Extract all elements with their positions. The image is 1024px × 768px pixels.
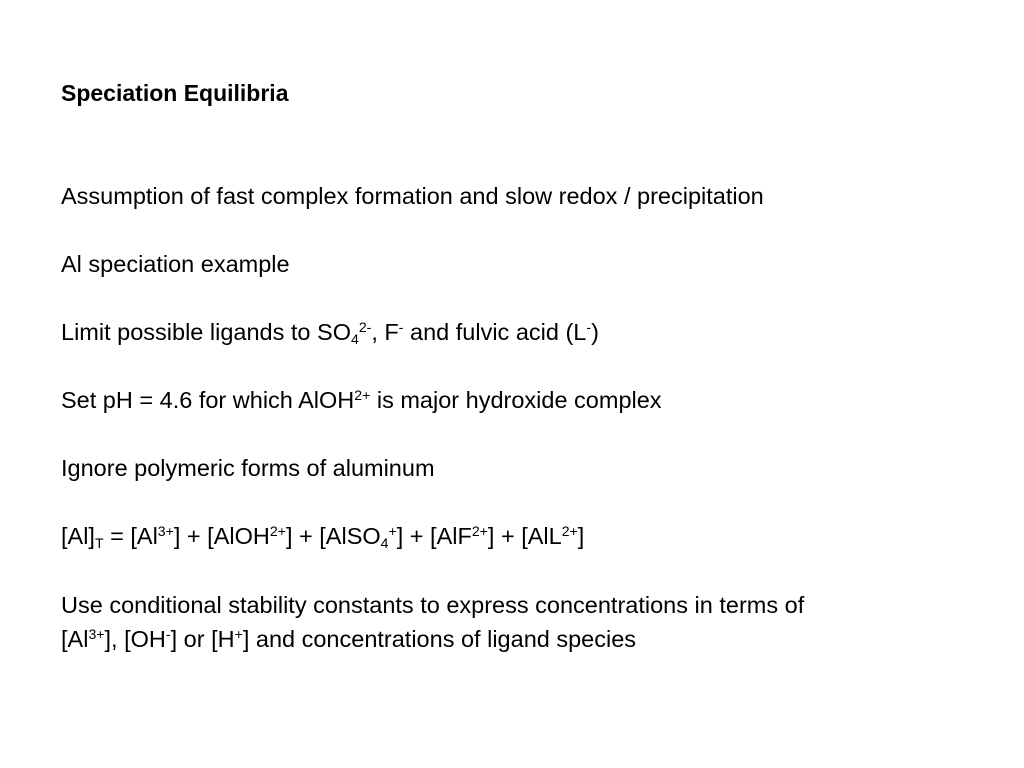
- ligands-l-charge: -: [586, 318, 592, 335]
- mb-alf-charge: 2+: [471, 522, 488, 539]
- bullet-polymeric: Ignore polymeric forms of aluminum: [61, 455, 435, 481]
- ph-aloh-charge: 2+: [354, 386, 371, 403]
- slide-title: Speciation Equilibria: [61, 80, 289, 106]
- bullet-assumption: Assumption of fast complex formation and slow redox / precipitation: [61, 183, 764, 209]
- mb-al: = [Al: [103, 523, 158, 549]
- ligands-prefix: Limit possible ligands to SO: [61, 319, 351, 345]
- ligands-middle: and fulvic acid (L: [403, 319, 587, 345]
- mb-aloh-charge: 2+: [269, 522, 286, 539]
- ph-suffix: is major hydroxide complex: [370, 387, 662, 413]
- bullet-ph: [61, 385, 662, 415]
- bullet-conditional-line-2: [61, 624, 636, 654]
- cond-end: ] and concentrations of ligand species: [242, 626, 637, 652]
- mb-close: ]: [577, 523, 585, 549]
- cond-al-charge: 3+: [88, 625, 105, 642]
- ligands-separator: , F: [371, 319, 399, 345]
- bullet-conditional-line-1: Use conditional stability constants to express concentrations in terms of: [61, 592, 805, 618]
- ligands-so4-subscript: 4: [350, 331, 359, 348]
- mb-all-charge: 2+: [561, 522, 578, 539]
- bullet-ligands: [61, 317, 599, 347]
- mb-total-subscript: T: [94, 535, 104, 552]
- mb-alf: ] + [AlF: [396, 523, 472, 549]
- cond-oh: ], [OH: [104, 626, 166, 652]
- mb-also4: ] + [AlSO: [285, 523, 381, 549]
- mb-also4-subscript: 4: [380, 535, 389, 552]
- bullet-al-speciation-example: Al speciation example: [61, 251, 290, 277]
- mass-balance-equation: [61, 521, 584, 551]
- mb-all: ] + [AlL: [487, 523, 562, 549]
- ligands-end: ): [591, 319, 599, 345]
- ligands-so4-charge: 2-: [358, 318, 372, 335]
- cond-h-charge: +: [234, 625, 243, 642]
- ligands-f-charge: -: [398, 318, 404, 335]
- mb-total: [Al]: [61, 523, 95, 549]
- cond-al: [Al: [61, 626, 89, 652]
- mb-aloh: ] + [AlOH: [173, 523, 270, 549]
- cond-oh-charge: -: [165, 625, 171, 642]
- mb-al-charge: 3+: [157, 522, 174, 539]
- ph-prefix: Set pH = 4.6 for which AlOH: [61, 387, 355, 413]
- cond-h: ] or [H: [170, 626, 235, 652]
- mb-also4-charge: +: [388, 522, 397, 539]
